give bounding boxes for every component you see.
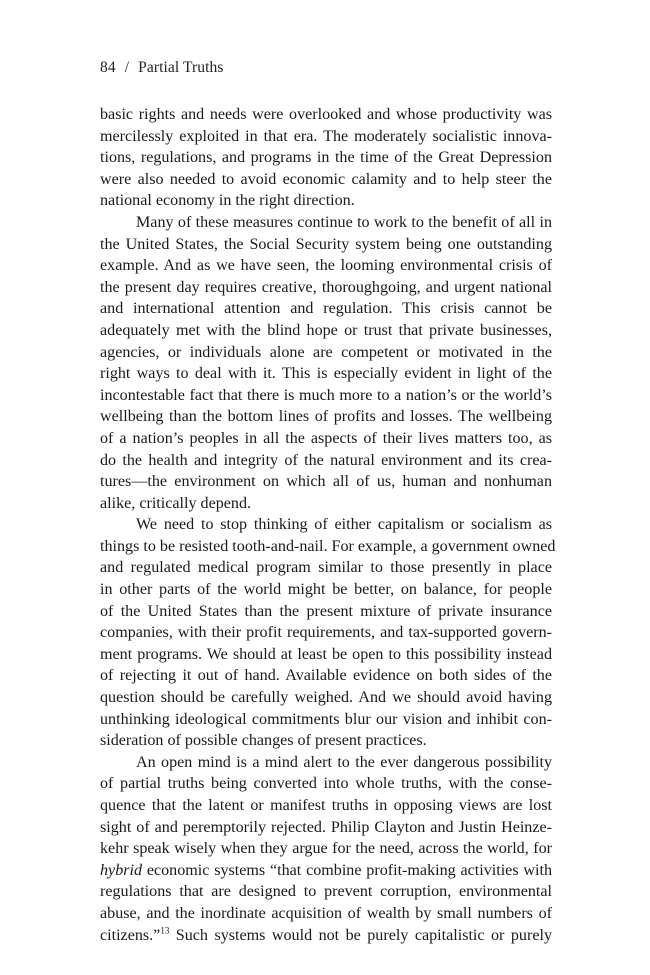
text-line: of partial truths being converted into whole truths, with the conse- [100,775,552,793]
page-number: 84 [100,59,116,76]
text-line [100,925,552,947]
text-line: and international attention and regulation. This crisis cannot be [100,300,552,318]
text-line: kehr speak wisely when they argue for the need, across the world, for [100,840,552,858]
paragraph [100,104,552,212]
text-line: tions, regulations, and programs in the time of the Great Depression [100,149,552,167]
text-line: in other parts of the world might be better, on balance, for people [100,581,552,599]
text-span: economic systems “that combine profit-making activities with [142,861,552,879]
text-line: do the health and integrity of the natural environment and its crea- [100,451,552,469]
text-line: ment programs. We should at least be open to this possibility instead [100,645,552,663]
text-line: the United States, the Social Security system being one outstanding [100,235,552,253]
text-line: An open mind is a mind alert to the ever dangerous possibility [136,753,552,771]
text-line: quence that the latent or manifest truths in opposing views are lost [100,797,552,814]
italic-term: hybrid [100,861,143,879]
text-line: right ways to deal with it. This is especially evident in light of the [100,365,552,383]
text-line: mercilessly exploited in that era. The moderately socialistic innova- [100,127,552,145]
text-line: unthinking ideological commitments blur our vision and inhibit con- [100,710,552,728]
text-line: sideration of possible changes of present practices. [100,732,427,750]
header-separator: / [124,59,130,76]
text-line: of the United States than the present mixture of private insurance [100,602,552,620]
text-line: agencies, or individuals alone are competent or motivated in the [100,343,552,361]
text-line: incontestable fact that there is much more to a nation’s or the world’s [100,386,552,404]
text-line: We need to stop thinking of either capitalism or socialism as [136,516,552,534]
text-line: were also needed to avoid economic calamity and to help steer the [100,170,552,188]
text-line: companies, with their profit requirements, and tax-supported govern- [100,624,552,642]
text-line: of rejecting it out of hand. Available evidence on both sides of the [100,667,552,685]
text-line: tures—the environment on which all of us, human and nonhuman [100,473,552,491]
running-head [100,59,224,77]
text-span: citizens.” [100,926,161,944]
text-line: abuse, and the inordinate acquisition of wealth by small numbers of [100,904,552,922]
text-line: alike, critically depend. [100,494,252,512]
text-line: sight of and peremptorily rejected. Philip Clayton and Justin Heinze- [100,818,552,836]
text-line: adequately met with the blind hope or trust that private businesses, [100,321,552,339]
text-line: things to be resisted tooth-and-nail. For example, a government owned [100,537,556,555]
text-span: Such systems would not be purely capitalistic or purely [169,926,552,944]
text-line: Many of these measures continue to work to the benefit of all in [136,213,552,231]
paragraph [100,752,552,946]
text-line [100,860,552,882]
text-line: wellbeing than the bottom lines of profits and losses. The wellbeing [100,408,552,426]
text-line: question should be carefully weighed. And we should avoid having [100,689,552,707]
text-line: and regulated medical program similar to those presently in place [100,559,552,577]
text-line: basic rights and needs were overlooked and whose productivity was [100,106,552,123]
text-line: example. And as we have seen, the looming environmental crisis of [100,257,552,275]
text-line: regulations that are designed to prevent corruption, environmental [100,883,552,901]
text-line: national economy in the right direction. [100,192,355,210]
text-line: the present day requires creative, thoroughgoing, and urgent national [100,278,552,296]
paragraph [100,212,552,514]
paragraph [100,514,556,752]
text-line: of a nation’s peoples in all the aspects of their lives matters too, as [100,429,552,447]
footnote-reference: 13 [160,925,170,936]
body-text [100,104,556,946]
running-title: Partial Truths [138,59,224,76]
